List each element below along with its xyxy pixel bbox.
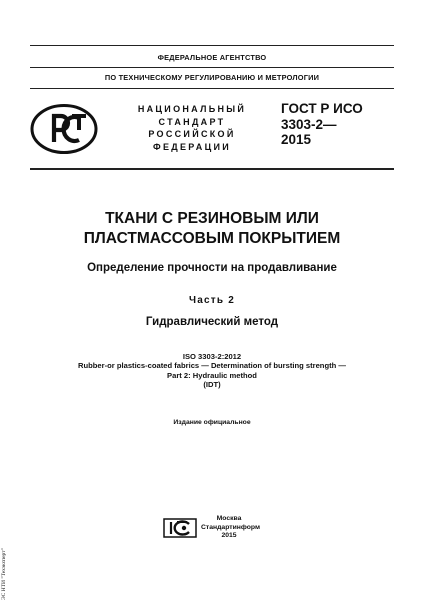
header-bottom-rule	[30, 88, 394, 89]
national-standard-line-4: ФЕДЕРАЦИИ	[152, 141, 232, 152]
top-rule	[30, 45, 394, 46]
national-standard-line-1: НАЦИОНАЛЬНЫЙ	[137, 104, 247, 114]
publisher-info	[201, 515, 260, 541]
publisher-name: Стандартинформ	[201, 523, 260, 531]
side-watermark-note: ЭС НТИ "Техэксперт"	[1, 548, 7, 600]
iso-reference-line-1: ISO 3303-2:2012	[182, 352, 242, 361]
standard-code	[281, 101, 363, 148]
iso-reference-line-2: Rubber-or plastics-coated fabrics — Determination of bursting strength —	[78, 361, 346, 371]
document-subtitle: Определение прочности на продавливание	[87, 262, 337, 274]
agency-line-1: ФЕДЕРАЛЬНОЕ АГЕНТСТВО	[157, 53, 267, 62]
standard-code-line-1: ГОСТ Р ИСО	[281, 101, 363, 116]
gost-r-logo-icon	[30, 103, 98, 155]
document-title-line-1: ТКАНИ С РЕЗИНОВЫМ ИЛИ	[105, 210, 319, 227]
national-standard-line-3: РОССИЙСКОЙ	[148, 129, 236, 140]
edition-label: Издание официальное	[173, 419, 251, 426]
publisher-city: Москва	[216, 515, 242, 522]
iso-reference	[0, 352, 424, 389]
agency-line-2: ПО ТЕХНИЧЕСКОМУ РЕГУЛИРОВАНИЮ И МЕТРОЛОГИИ	[104, 73, 320, 82]
national-standard-line-2: СТАНДАРТ	[158, 116, 226, 127]
national-standard-label	[128, 103, 256, 153]
agency-divider	[30, 67, 394, 68]
part-number: Часть 2	[189, 295, 235, 306]
iso-reference-line-3: Part 2: Hydraulic method	[167, 370, 257, 380]
document-title	[0, 209, 424, 249]
iso-reference-line-4: (IDT)	[203, 379, 221, 389]
standartinform-logo-icon	[163, 518, 197, 538]
standard-code-line-2: 3303-2—	[281, 116, 337, 132]
standard-block-bottom-rule	[30, 168, 394, 170]
standard-code-line-3: 2015	[281, 132, 312, 147]
method-title: Гидравлический метод	[145, 316, 279, 328]
publisher-year: 2015	[221, 532, 237, 540]
document-title-line-2: ПЛАСТМАССОВЫМ ПОКРЫТИЕМ	[83, 230, 341, 247]
